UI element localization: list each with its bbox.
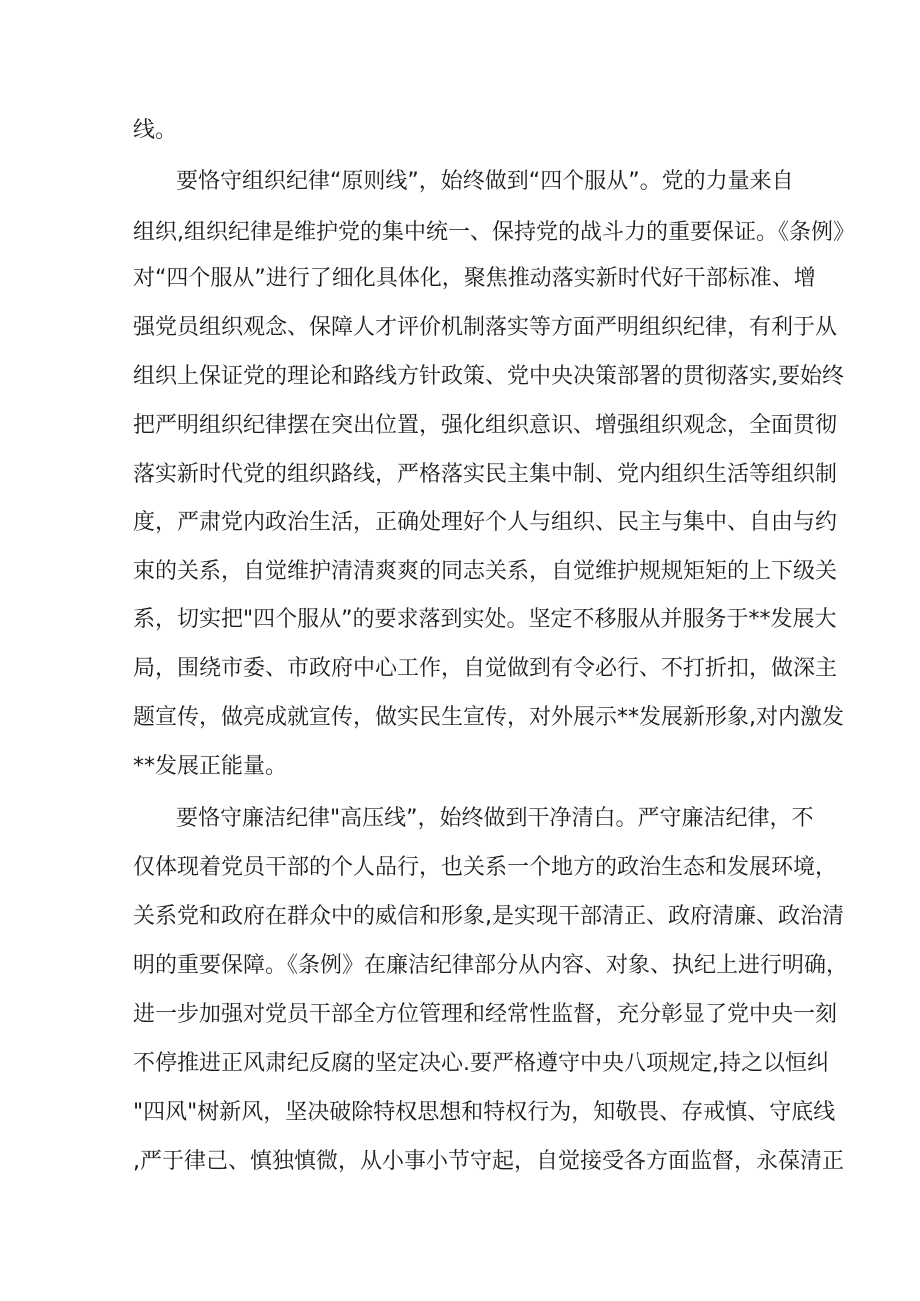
text-line: 系，切实把"四个服从”的要求落到实处。坚定不移服从并服务于**发展大 [133, 607, 837, 632]
text-line: 局，围绕市委、市政府中心工作，自觉做到有令必行、不打折扣，做深主 [133, 656, 838, 681]
text-line: 组织上保证党的理论和路线方针政策、党中央决策部署的贯彻落实,要始终 [133, 364, 844, 389]
text-line: 仅体现着党员干部的个人品行，也关系一个地方的政治生态和发展环境， [133, 855, 838, 880]
text-line: 进一步加强对党员干部全方位管理和经常性监督，充分彰显了党中央一刻 [133, 1002, 838, 1027]
paragraph-start-line: 要恪守廉洁纪律"高压线”，始终做到干净清白。严守廉洁纪律，不 [176, 806, 814, 831]
paragraph-start-line: 要恪守组织纪律“原则线”，始终做到“四个服从”。党的力量来自 [176, 169, 794, 194]
text-line: "四风"树新风，坚决破除特权思想和特权行为，知敬畏、存戒慎、守底线 [133, 1100, 836, 1125]
text-line: 不停推进正风肃纪反腐的坚定决心.要严格遵守中央八项规定,持之以恒纠 [133, 1051, 829, 1076]
text-line: 明的重要保障。《条例》在廉洁纪律部分从内容、对象、执纪上进行明确， [133, 953, 849, 978]
text-line: 对“四个服从”进行了细化具体化，聚焦推动落实新时代好干部标准、增 [133, 266, 816, 291]
text-line: 强党员组织观念、保障人才评价机制落实等方面严明组织纪律，有利于从 [133, 315, 838, 340]
text-line: 度，严肃党内政治生活，正确处理好个人与组织、民主与集中、自由与约 [133, 510, 838, 535]
text-line: **发展正能量。 [133, 754, 288, 779]
text-line: 束的关系，自觉维护清清爽爽的同志关系，自觉维护规规矩矩的上下级关 [133, 559, 838, 584]
text-line: 题宣传，做亮成就宣传，做实民生宣传，对外展示**发展新形象,对内激发 [133, 705, 844, 730]
text-line: 组织,组织纪律是维护党的集中统一、保持党的战斗力的重要保证。《条例》 [133, 220, 855, 245]
text-line: 把严明组织纪律摆在突出位置，强化组织意识、增强组织观念，全面贯彻 [133, 413, 838, 438]
text-line: 关系党和政府在群众中的威信和形象,是实现干部清正、政府清廉、政治清 [133, 904, 844, 929]
text-line: 落实新时代党的组织路线，严格落实民主集中制、党内组织生活等组织制 [133, 462, 838, 487]
text-line: ,严于律己、慎独慎微，从小事小节守起，自觉接受各方面监督，永葆清正 [133, 1149, 844, 1174]
text-line: 线。 [133, 118, 178, 143]
